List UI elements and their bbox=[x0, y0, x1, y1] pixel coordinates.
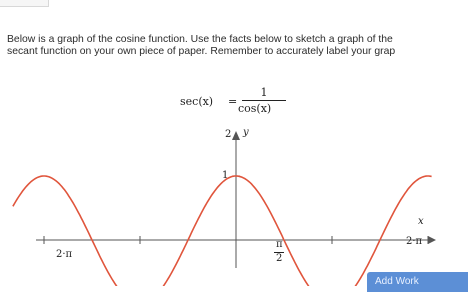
y-one-label: 1 bbox=[222, 170, 229, 181]
formula-numerator: 1 bbox=[260, 86, 268, 99]
pi-over-two-denominator: 2 bbox=[276, 253, 283, 264]
y-axis-arrow bbox=[232, 131, 240, 140]
instructions-line-2: secant function on your own piece of paper. Remember to accurately label your grap bbox=[7, 46, 396, 57]
add-work-button[interactable]: Add Work bbox=[367, 272, 468, 292]
y-max-label: 2 bbox=[225, 129, 232, 140]
pi-over-two-numerator: π bbox=[276, 239, 283, 250]
two-pi-label: 2·π bbox=[406, 236, 423, 247]
formula-denominator: cos(x) bbox=[238, 102, 272, 115]
x-axis-arrow bbox=[428, 236, 436, 244]
neg-two-pi-label: 2·π bbox=[56, 249, 73, 260]
cosine-curve bbox=[13, 176, 432, 286]
instructions-line-1: Below is a graph of the cosine function. Use the facts below to sketch a graph of the bbox=[7, 34, 393, 45]
formula-equals: = bbox=[228, 95, 238, 108]
y-axis-label: y bbox=[243, 127, 249, 138]
x-axis-label: x bbox=[418, 216, 424, 227]
formula-lhs: sec(x) bbox=[180, 95, 214, 108]
